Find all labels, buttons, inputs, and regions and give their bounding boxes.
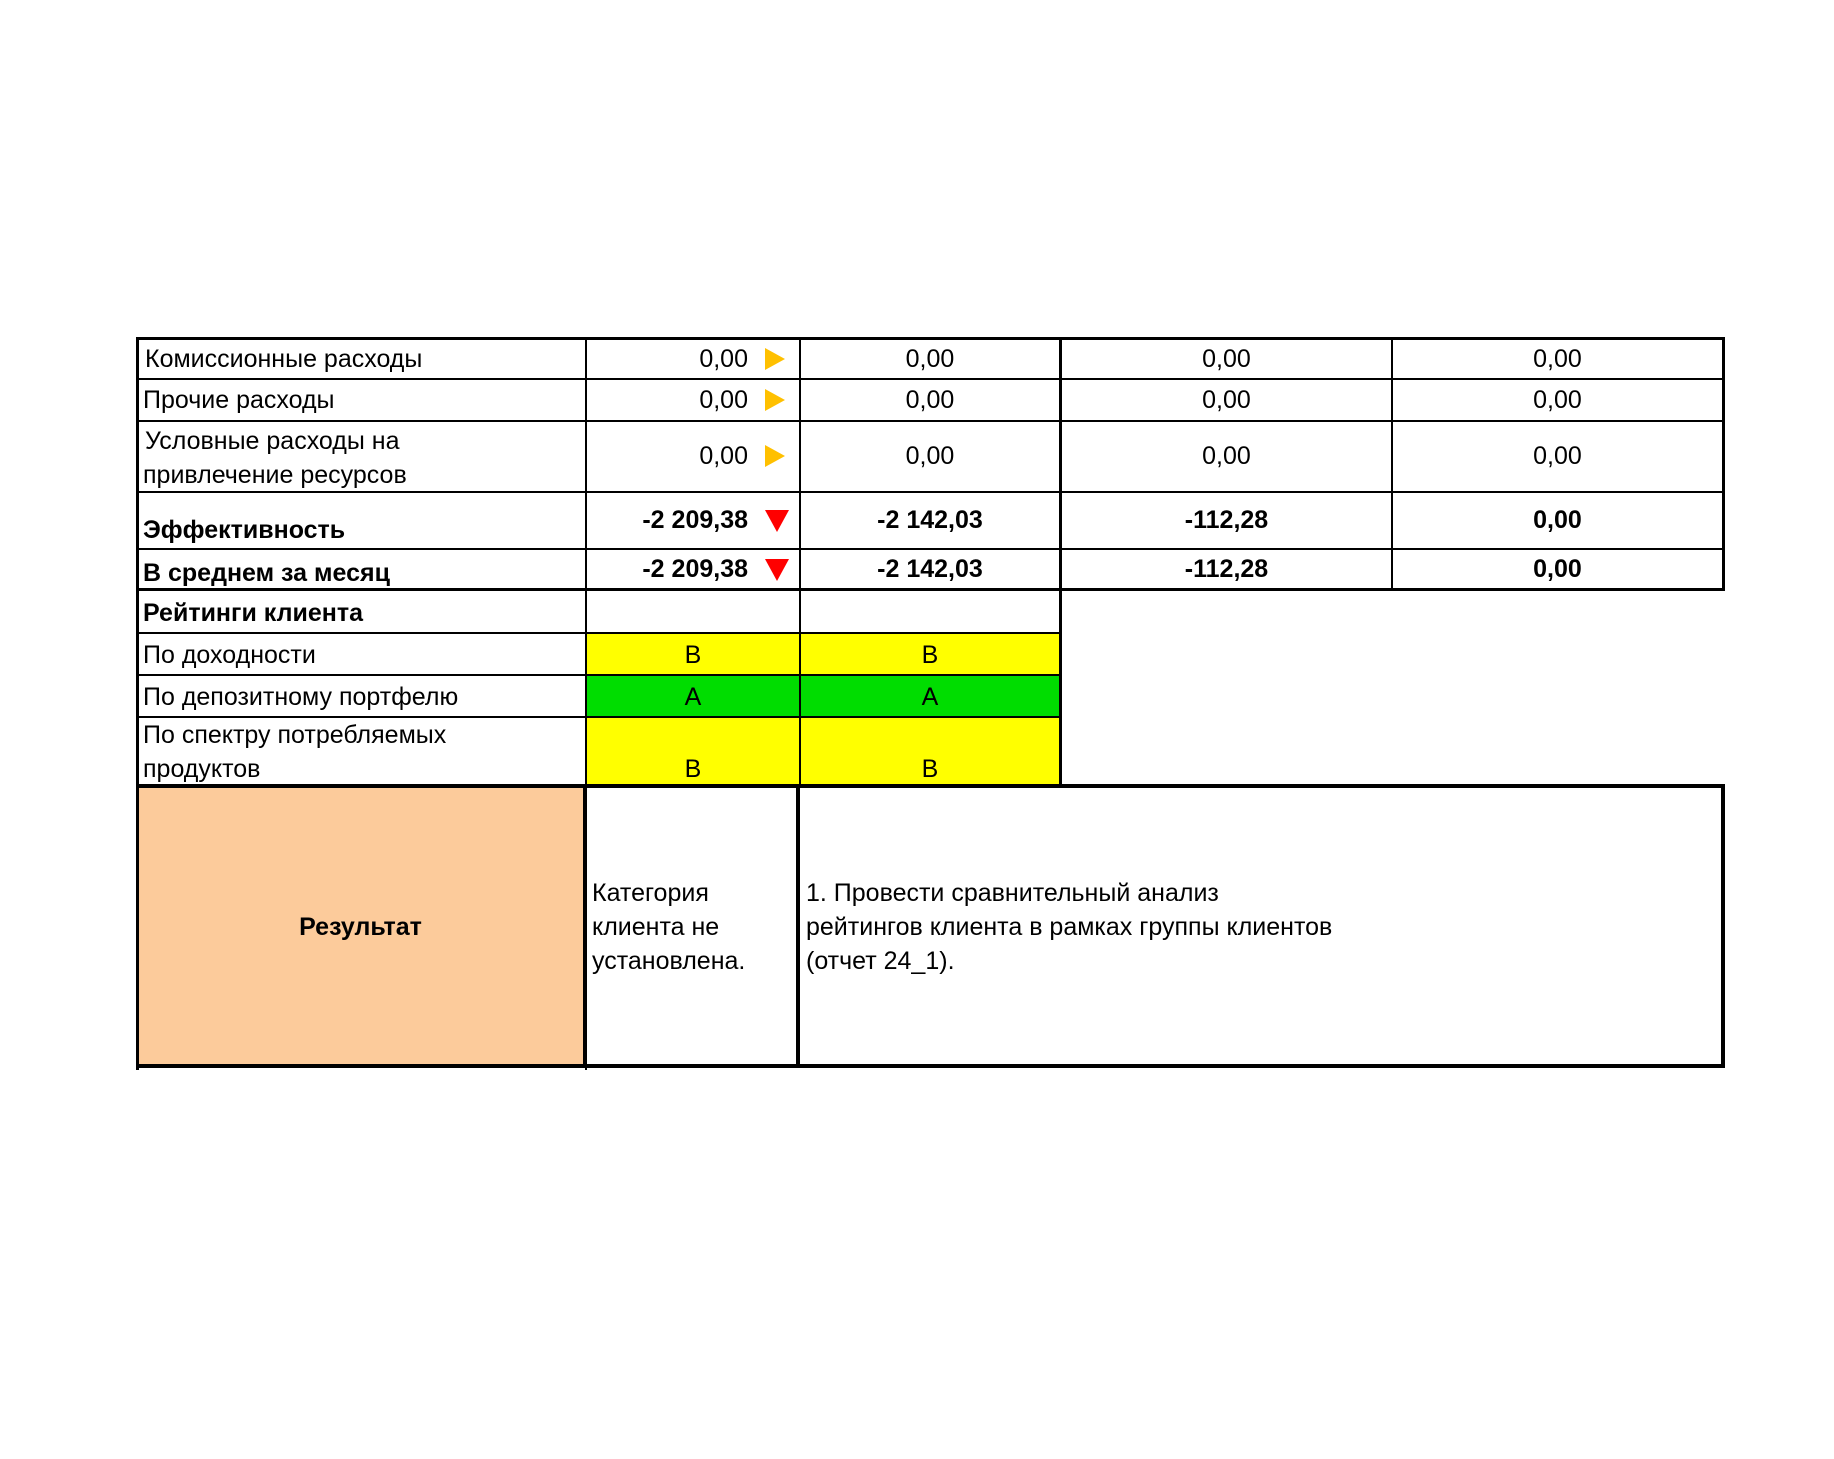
row-other-col1: 0,00 bbox=[699, 386, 748, 414]
row-monthly-col1: -2 209,38 bbox=[642, 555, 748, 583]
row-efficiency-col4: 0,00 bbox=[1533, 506, 1582, 534]
row-other-col4: 0,00 bbox=[1533, 386, 1582, 414]
row-commission-col2: 0,00 bbox=[905, 345, 955, 373]
result-recommendation-line: рейтингов клиента в рамках группы клиентов bbox=[806, 913, 1333, 941]
row-efficiency-col2: -2 142,03 bbox=[877, 506, 983, 534]
row-commission-col3: 0,00 bbox=[1202, 345, 1251, 373]
grid-line bbox=[136, 548, 1725, 550]
result-category bbox=[592, 876, 745, 978]
row-conditional-col1: 0,00 bbox=[699, 442, 748, 470]
row-monthly-col4: 0,00 bbox=[1533, 555, 1582, 583]
result-category-line: Категория bbox=[592, 879, 709, 907]
grid-line bbox=[136, 378, 1725, 380]
row-efficiency-col1: -2 209,38 bbox=[642, 506, 748, 534]
result-recommendation-line: (отчет 24_1). bbox=[806, 947, 955, 975]
result-category-line: установлена. bbox=[592, 947, 746, 975]
rating-label-income: По доходности bbox=[143, 641, 316, 669]
row-label-other: Прочие расходы bbox=[143, 386, 335, 414]
result-category-line: клиента не bbox=[592, 913, 720, 941]
row-conditional-col2: 0,00 bbox=[905, 442, 955, 470]
grid-line bbox=[136, 1064, 1725, 1068]
rating-deposit-col2: A bbox=[921, 683, 939, 711]
rating-label-spectrum-line2: продуктов bbox=[143, 755, 261, 783]
ratings-title: Рейтинги клиента bbox=[143, 599, 363, 627]
right-triangle-icon bbox=[765, 389, 785, 411]
down-triangle-icon bbox=[765, 559, 789, 581]
row-other-col3: 0,00 bbox=[1202, 386, 1251, 414]
down-triangle-icon bbox=[765, 510, 789, 532]
grid-line bbox=[1722, 337, 1725, 591]
rating-deposit-col1: A bbox=[684, 683, 702, 711]
row-label-efficiency: Эффективность bbox=[143, 516, 346, 544]
row-monthly-col2: -2 142,03 bbox=[877, 555, 983, 583]
rating-spectrum-col2: B bbox=[921, 755, 939, 783]
row-other-col2: 0,00 bbox=[905, 386, 955, 414]
grid-line bbox=[796, 786, 800, 1068]
result-recommendation-line: 1. Провести сравнительный анализ bbox=[806, 879, 1219, 907]
grid-line bbox=[136, 337, 1725, 340]
row-label-monthly-average: В среднем за месяц bbox=[143, 559, 390, 587]
grid-line bbox=[583, 786, 587, 1068]
row-monthly-col3: -112,28 bbox=[1184, 555, 1269, 583]
row-commission-col4: 0,00 bbox=[1533, 345, 1582, 373]
row-commission-col1: 0,00 bbox=[699, 345, 748, 373]
row-label-conditional-line1: Условные расходы на bbox=[145, 427, 400, 455]
row-label-commission: Комиссионные расходы bbox=[145, 345, 423, 373]
grid-line bbox=[136, 674, 1062, 676]
right-triangle-icon bbox=[765, 348, 785, 370]
grid-line bbox=[136, 420, 1725, 422]
grid-line bbox=[136, 632, 1062, 634]
rating-income-col1: B bbox=[684, 641, 702, 669]
row-conditional-col4: 0,00 bbox=[1533, 442, 1582, 470]
right-triangle-icon bbox=[765, 445, 785, 467]
row-conditional-col3: 0,00 bbox=[1202, 442, 1251, 470]
rating-income-col2: B bbox=[921, 641, 939, 669]
result-recommendation bbox=[806, 876, 1332, 978]
row-label-conditional-line2: привлечение ресурсов bbox=[143, 461, 407, 489]
grid-line bbox=[1721, 786, 1725, 1068]
rating-label-spectrum-line1: По спектру потребляемых bbox=[143, 721, 447, 749]
rating-spectrum-col1: B bbox=[684, 755, 702, 783]
result-label: Результат bbox=[299, 913, 422, 941]
row-efficiency-col3: -112,28 bbox=[1184, 506, 1269, 534]
grid-line bbox=[136, 337, 139, 1070]
rating-label-deposit: По депозитному портфелю bbox=[143, 683, 459, 711]
